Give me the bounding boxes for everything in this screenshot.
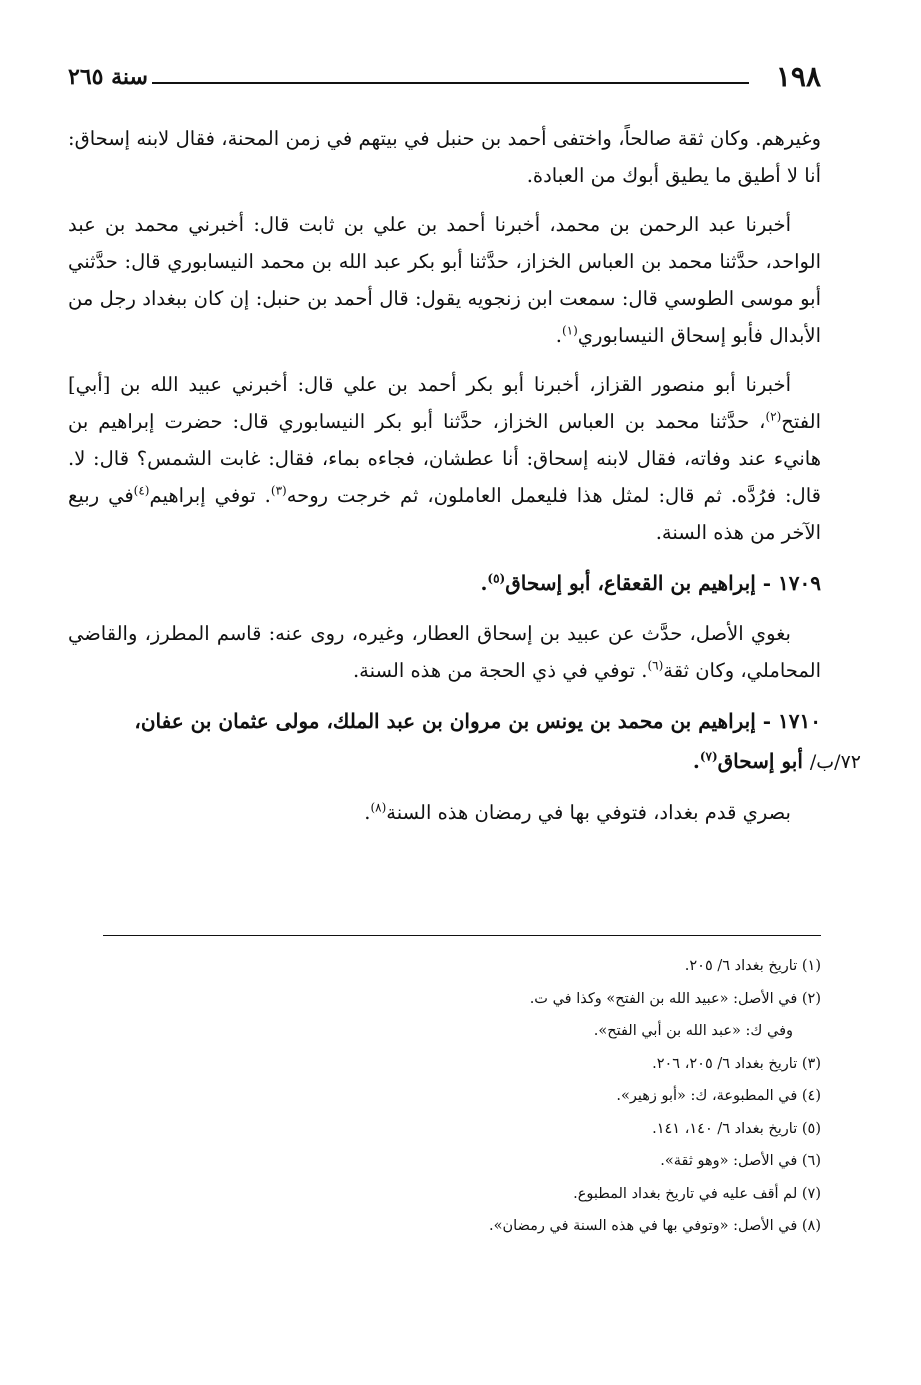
entry-title: ١٧٠٩ - إبراهيم بن القعقاع، أبو إسحاق — [505, 571, 821, 595]
paragraph — [68, 120, 821, 194]
footnote: (٣) تاريخ بغداد ٦/ ٢٠٥، ٢٠٦. — [652, 1055, 821, 1072]
footnote-ref[interactable]: (٢) — [765, 409, 782, 424]
entry-body: بصري قدم بغداد، فتوفي بها في رمضان هذه السنة$^{(٨)}$. — [364, 800, 791, 824]
year-label: سنة ٢٦٥ — [68, 64, 148, 90]
main-text — [68, 120, 861, 843]
footnote-ref[interactable]: (٨) — [370, 800, 387, 815]
paragraph-text: ، حدَّثنا محمد بن العباس الخزاز، حدَّثنا أبو بكر النيسابوري قال: حضرت إبراهيم بن هانيء عند وفاته، فقال لابنه إسحاق: أنا عطشان، فجاءه بماء، فقال: غابت الشمس؟ قال: لا. قال: فرُدَّه. ثم قال: لمثل هذا فليعمل العاملون، ثم خرجت روحه — [68, 410, 821, 507]
page-number: ١٩٨ — [775, 60, 821, 93]
footnote-ref[interactable]: (٧) — [699, 749, 718, 764]
paragraph — [68, 366, 821, 551]
entry-text: بغوي الأصل، حدَّث عن عبيد بن إسحاق العطار، وغيره، روى عنه: قاسم المطرز، والقاضي المحاملي، وكان ثقة — [68, 622, 821, 682]
footnote-ref[interactable]: (١) — [561, 323, 578, 338]
footnote: (٤) في المطبوعة، ك: «أبو زهير». — [616, 1088, 821, 1104]
entry-body — [68, 615, 821, 689]
paragraph-text: وغيرهم. وكان ثقة صالحاً، واختفى أحمد بن حنبل في بيتهم في زمن المحنة، فقال لابنه إسحاق: أنا لا أطيق ما يطيق أبوك من العبادة. — [68, 127, 821, 187]
footnote-ref[interactable]: (٤) — [133, 483, 150, 498]
footnote: (٢) في الأصل: «عبيد الله بن الفتح» وكذا في ت. — [529, 990, 821, 1007]
paragraph-text: أخبرنا أبو منصور القزاز، أخبرنا أبو بكر أحمد بن علي قال: أخبرني عبيد الله بن [أبي] الفتح — [68, 373, 821, 433]
entry-heading: ١٧٠٩ - إبراهيم بن القعقاع، أبو إسحاق$^{(٥)}$. — [480, 571, 821, 595]
footnote-ref[interactable]: (٣) — [270, 483, 287, 498]
entry-kunya: أبو إسحاق — [717, 749, 803, 773]
paragraph-text: أخبرنا عبد الرحمن بن محمد، أخبرنا أحمد بن علي بن ثابت قال: أخبرني محمد بن عبد الواحد، حدَّثنا محمد بن العباس الخزاز، حدَّثنا أبو بكر عبد الله بن محمد النيسابوري قال: حدَّثني أبو موسى الطوسي قال: سمعت ابن زنجويه يقول: قال أحمد بن حنبل: إن كان ببغداد رجل من الأبدال فأبو إسحاق النيسابوري — [68, 213, 821, 347]
footnote: (١) تاريخ بغداد ٦/ ٢٠٥. — [684, 958, 821, 974]
footnote-ref[interactable]: (٦) — [647, 658, 664, 673]
footnote-continuation: وفي ك: «عبد الله بن أبي الفتح». — [593, 1023, 793, 1039]
footnotes — [68, 950, 821, 1243]
paragraph-text: في ربيع الآخر من هذه السنة. — [68, 484, 821, 544]
running-head — [68, 60, 821, 100]
footnote: (٥) تاريخ بغداد ٦/ ١٤٠، ١٤١. — [652, 1120, 821, 1137]
paragraph: أخبرنا عبد الرحمن بن محمد، أخبرنا أحمد بن علي بن ثابت قال: أخبرني محمد بن عبد الواحد، حدَّثنا محمد بن العباس الخزاز، حدَّثنا أبو بكر عبد الله بن محمد النيسابوري قال: حدَّثني أبو موسى الطوسي قال: سمعت ابن زنجويه يقول: قال أحمد بن حنبل: إن كان ببغداد رجل من الأبدال فأبو إسحاق النيسابوري$^{(١)}$. — [68, 213, 821, 347]
footnote: (٦) في الأصل: «وهو ثقة». — [660, 1153, 821, 1169]
folio-marker: ٧٢/ب/ — [809, 751, 861, 773]
entry-title-line2: ٧٢/ب/ أبو إسحاق$^{(٧)}$. — [692, 749, 861, 773]
footnote-ref[interactable]: (٥) — [487, 571, 506, 586]
header-rule — [152, 82, 749, 84]
entry-text: . توفي في ذي الحجة من هذه السنة. — [352, 659, 648, 682]
entry-heading — [68, 701, 861, 782]
entry-title: ١٧١٠ - إبراهيم بن محمد بن يونس بن مروان بن عبد الملك، مولى عثمان بن عفان، — [134, 709, 821, 733]
paragraph-text: . توفي إبراهيم — [149, 484, 271, 507]
footnote: (٨) في الأصل: «وتوفي بها في هذه السنة في رمضان». — [489, 1218, 821, 1234]
footnote-rule — [103, 935, 821, 936]
footnote: (٧) لم أقف عليه في تاريخ بغداد المطبوع. — [573, 1185, 821, 1202]
entry-text: بصري قدم بغداد، فتوفي بها في رمضان هذه السنة — [386, 801, 791, 824]
